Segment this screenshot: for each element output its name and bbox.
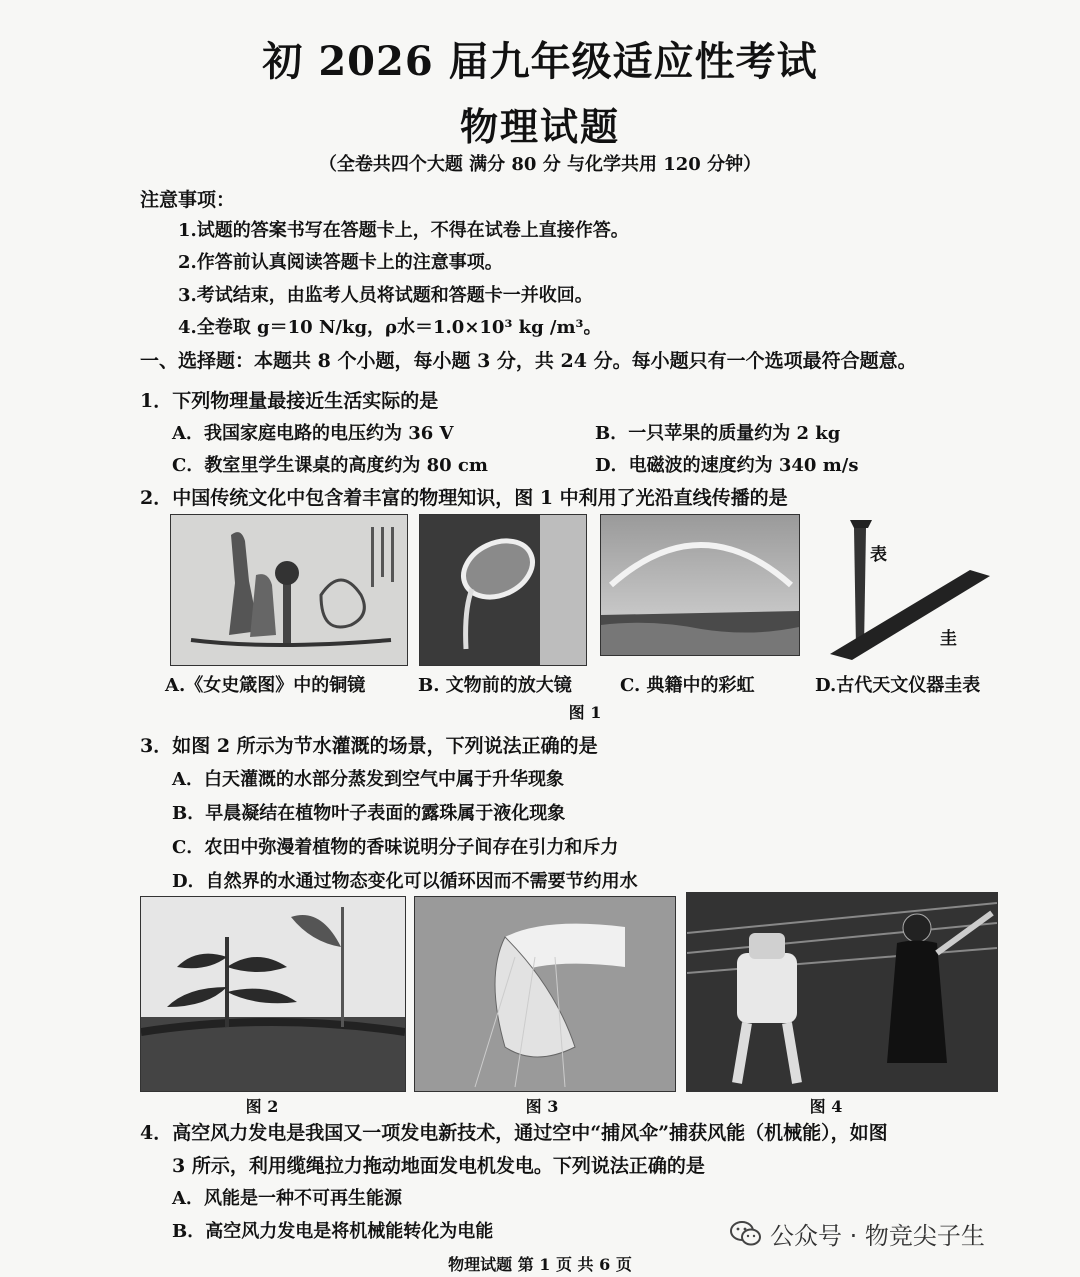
q1-option-d: D．电磁波的速度约为 340 m/s (595, 455, 859, 476)
figure-1-label: 图 1 (568, 703, 602, 722)
question-4-stem-2: 3 所示，利用缆绳拉力拖动地面发电机发电。下列说法正确的是 (172, 1155, 705, 1177)
wechat-icon (730, 1220, 762, 1248)
figure-4-robot (686, 892, 998, 1092)
question-2-stem: 2．中国传统文化中包含着丰富的物理知识，图 1 中利用了光沿直线传播的是 (140, 487, 788, 509)
figure-bronze-mirror (170, 514, 408, 666)
q3-option-c: C．农田中弥漫着植物的香味说明分子间存在引力和斥力 (172, 837, 619, 858)
figure-magnifier (419, 514, 587, 666)
figure-rainbow (600, 514, 800, 656)
caption-c: C. 典籍中的彩虹 (620, 675, 755, 696)
question-4-stem-1: 4．高空风力发电是我国又一项发电新技术，通过空中“捕风伞”捕获风能（机械能），如图 (140, 1122, 888, 1144)
q1-option-b: B．一只苹果的质量约为 2 kg (595, 423, 841, 444)
page-footer: 物理试题 第 1 页 共 6 页 (448, 1255, 632, 1274)
note-item: 1.试题的答案书写在答题卡上，不得在试卷上直接作答。 (178, 220, 629, 241)
notes-heading: 注意事项： (140, 189, 236, 211)
q4-option-b: B．高空风力发电是将机械能转化为电能 (172, 1221, 494, 1242)
figure-2-irrigation (140, 896, 406, 1092)
note-item: 4.全卷取 g＝10 N/kg，ρ水＝1.0×10³ kg /m³。 (178, 317, 602, 338)
exam-info: （全卷共四个大题 满分 80 分 与化学共用 120 分钟） (318, 154, 762, 175)
question-1-stem: 1．下列物理量最接近生活实际的是 (140, 390, 439, 412)
exam-subtitle: 物理试题 (459, 104, 620, 149)
q1-option-a: A．我国家庭电路的电压约为 36 V (172, 423, 454, 444)
watermark (730, 1216, 985, 1251)
watermark-text: 公众号 · 物竞尖子生 (770, 1222, 985, 1250)
q3-option-d: D．自然界的水通过物态变化可以循环因而不需要节约用水 (172, 871, 638, 892)
exam-title: 初 2026 届九年级适应性考试 (262, 38, 818, 85)
q4-option-a: A．风能是一种不可再生能源 (172, 1188, 402, 1209)
figure-3-wind-kite (414, 896, 676, 1092)
caption-b: B. 文物前的放大镜 (418, 675, 572, 696)
question-3-stem: 3．如图 2 所示为节水灌溉的场景，下列说法正确的是 (140, 735, 598, 757)
label-biao: 表 (870, 545, 887, 565)
note-item: 3.考试结束，由监考人员将试题和答题卡一并收回。 (178, 285, 593, 306)
caption-a: A.《女史箴图》中的铜镜 (165, 675, 366, 696)
q3-option-b: B．早晨凝结在植物叶子表面的露珠属于液化现象 (172, 803, 566, 824)
note-item: 2.作答前认真阅读答题卡上的注意事项。 (178, 252, 503, 273)
figure-2-label: 图 2 (245, 1097, 279, 1116)
figure-gnomon (820, 514, 1010, 664)
label-gui: 圭 (940, 629, 957, 649)
section-heading: 一、选择题：本题共 8 个小题，每小题 3 分，共 24 分。每小题只有一个选项最符合题意。 (140, 350, 917, 372)
figure-3-label: 图 3 (525, 1097, 559, 1116)
caption-d: D.古代天文仪器圭表 (815, 675, 981, 696)
q3-option-a: A．白天灌溉的水部分蒸发到空气中属于升华现象 (172, 769, 564, 790)
figure-4-label: 图 4 (809, 1097, 843, 1116)
q1-option-c: C．教室里学生课桌的高度约为 80 cm (172, 455, 488, 476)
